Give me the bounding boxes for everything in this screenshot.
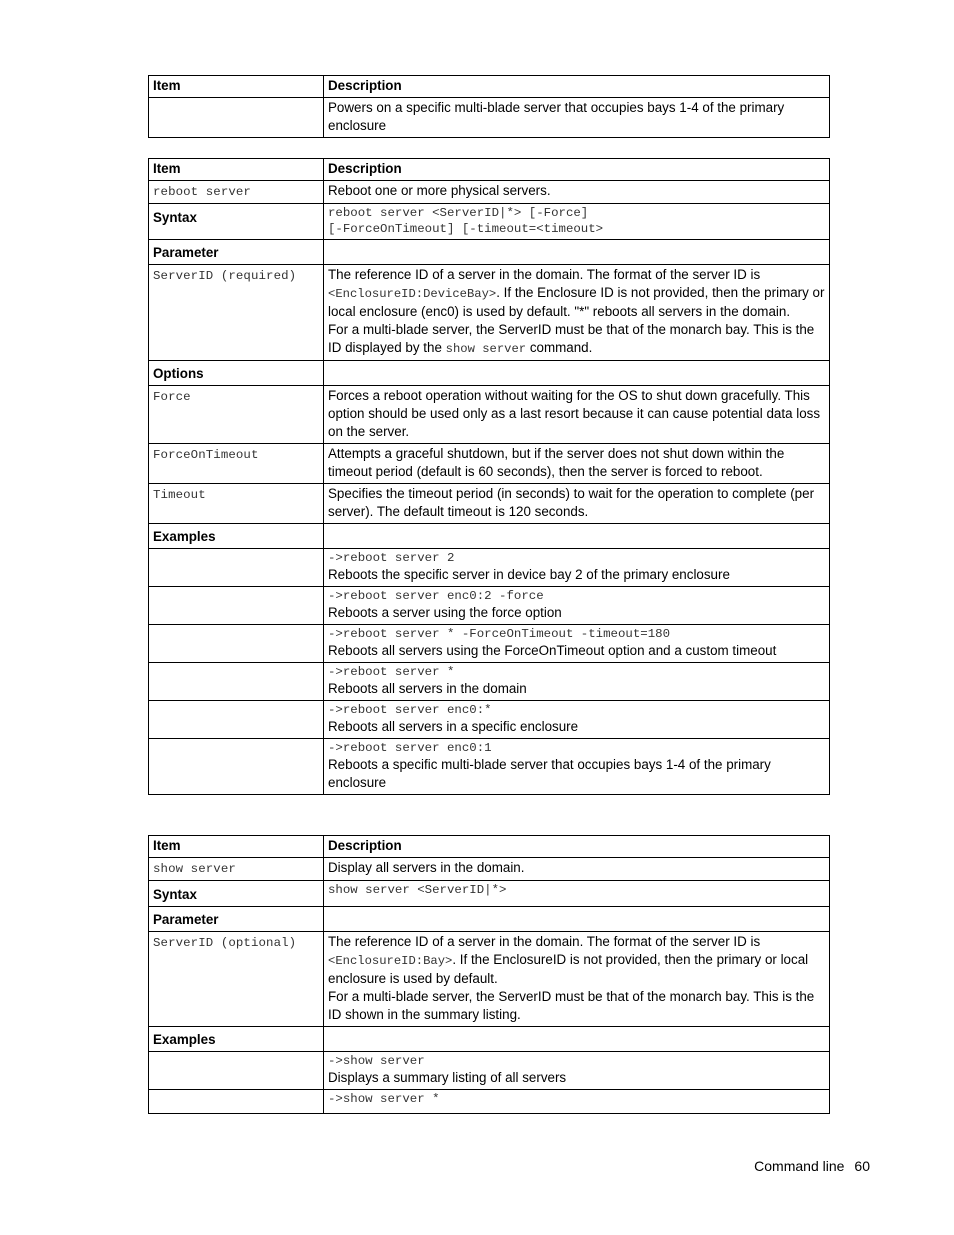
header-item: Item <box>149 76 324 98</box>
example-row <box>149 701 830 739</box>
table-reboot-continuation <box>148 75 830 138</box>
page-number: 60 <box>854 1158 870 1174</box>
example-description: Reboots all servers in the domain <box>328 681 527 696</box>
command-description: Display all servers in the domain. <box>324 858 830 881</box>
example-command: ->reboot server 2 <box>328 551 455 565</box>
examples-label: Examples <box>149 524 324 549</box>
footer-section-title: Command line <box>754 1158 845 1174</box>
example-row <box>149 549 830 587</box>
option-row <box>149 386 830 444</box>
examples-section-row <box>149 1027 830 1052</box>
option-name: Force <box>153 390 191 404</box>
parameter-section-row <box>149 907 830 932</box>
table-show-server <box>148 835 830 1114</box>
parameter-description: The reference ID of a server in the domain. The format of the server ID is <EnclosureID:Bay>. If the EnclosureID is not provided, then the primary or local enclosure is used by default. For a multi-blade server, the ServerID must be that of the monarch bay. This is the ID shown in the summary listing. <box>324 932 830 1027</box>
table-header-row <box>149 836 830 858</box>
header-item: Item <box>149 159 324 181</box>
command-name: reboot server <box>153 185 251 199</box>
option-row <box>149 444 830 484</box>
syntax-row <box>149 881 830 907</box>
example-command: ->reboot server enc0:2 -force <box>328 589 544 603</box>
syntax-label: Syntax <box>149 204 324 240</box>
syntax-line-1: reboot server <ServerID|*> [-Force] <box>328 206 589 220</box>
command-description: Reboot one or more physical servers. <box>324 181 830 204</box>
example-row <box>149 1052 830 1090</box>
example-description: Reboots a specific multi-blade server that occupies bays 1-4 of the primary enclosure <box>328 757 771 790</box>
parameter-description: The reference ID of a server in the domain. The format of the server ID is <EnclosureID:DeviceBay>. If the Enclosure ID is not provided, then the primary or local enclosure (enc0) is used by default. "*" reboots all servers in the domain. For a multi-blade server, the ServerID must be that of the monarch bay. This is the ID displayed by the show server command. <box>324 265 830 361</box>
examples-label: Examples <box>149 1027 324 1052</box>
syntax-label: Syntax <box>149 881 324 907</box>
syntax-row <box>149 204 830 240</box>
header-description: Description <box>324 159 830 181</box>
options-label: Options <box>149 361 324 386</box>
example-command: ->show server <box>328 1054 425 1068</box>
command-name: show server <box>153 862 236 876</box>
table-reboot-server <box>148 158 830 795</box>
parameter-row <box>149 932 830 1027</box>
row-item <box>149 98 324 138</box>
option-name: ForceOnTimeout <box>153 448 259 462</box>
parameter-row <box>149 265 830 361</box>
syntax-line-2: [-ForceOnTimeout] [-timeout=<timeout> <box>328 222 604 236</box>
examples-section-row <box>149 524 830 549</box>
example-row <box>149 587 830 625</box>
header-item: Item <box>149 836 324 858</box>
example-command: ->reboot server * <box>328 665 455 679</box>
parameter-name: ServerID (required) <box>153 269 297 283</box>
example-row <box>149 625 830 663</box>
example-command: ->reboot server enc0:* <box>328 703 492 717</box>
example-command: ->show server * <box>328 1092 440 1106</box>
example-description: Displays a summary listing of all servers <box>328 1070 567 1085</box>
example-description: Reboots the specific server in device bay 2 of the primary enclosure <box>328 567 730 582</box>
example-description: Reboots all servers using the ForceOnTimeout option and a custom timeout <box>328 643 777 658</box>
example-row <box>149 1090 830 1114</box>
table-header-row <box>149 76 830 98</box>
example-row <box>149 739 830 795</box>
example-command: ->reboot server enc0:1 <box>328 741 492 755</box>
example-description: Reboots all servers in a specific enclosure <box>328 719 579 734</box>
example-row <box>149 663 830 701</box>
parameter-label: Parameter <box>149 907 324 932</box>
parameter-section-row <box>149 240 830 265</box>
table-row <box>149 98 830 138</box>
row-description: Powers on a specific multi-blade server that occupies bays 1-4 of the primary enclosure <box>324 98 830 138</box>
command-row <box>149 181 830 204</box>
option-description: Attempts a graceful shutdown, but if the server does not shut down within the timeout period (default is 60 seconds), then the server is forced to reboot. <box>324 444 830 484</box>
header-description: Description <box>324 836 830 858</box>
example-description: Reboots a server using the force option <box>328 605 562 620</box>
command-row <box>149 858 830 881</box>
option-name: Timeout <box>153 488 206 502</box>
parameter-label: Parameter <box>149 240 324 265</box>
parameter-name: ServerID (optional) <box>153 936 297 950</box>
table-header-row <box>149 159 830 181</box>
syntax-line-1: show server <ServerID|*> <box>328 883 507 897</box>
options-section-row <box>149 361 830 386</box>
option-description: Specifies the timeout period (in seconds) to wait for the operation to complete (per server). The default timeout is 120 seconds. <box>324 484 830 524</box>
page-footer <box>744 1158 870 1174</box>
option-row <box>149 484 830 524</box>
header-description: Description <box>324 76 830 98</box>
option-description: Forces a reboot operation without waiting for the OS to shut down gracefully. This option should be used only as a last resort because it can cause potential data loss on the server. <box>324 386 830 444</box>
example-command: ->reboot server * -ForceOnTimeout -timeout=180 <box>328 627 671 641</box>
